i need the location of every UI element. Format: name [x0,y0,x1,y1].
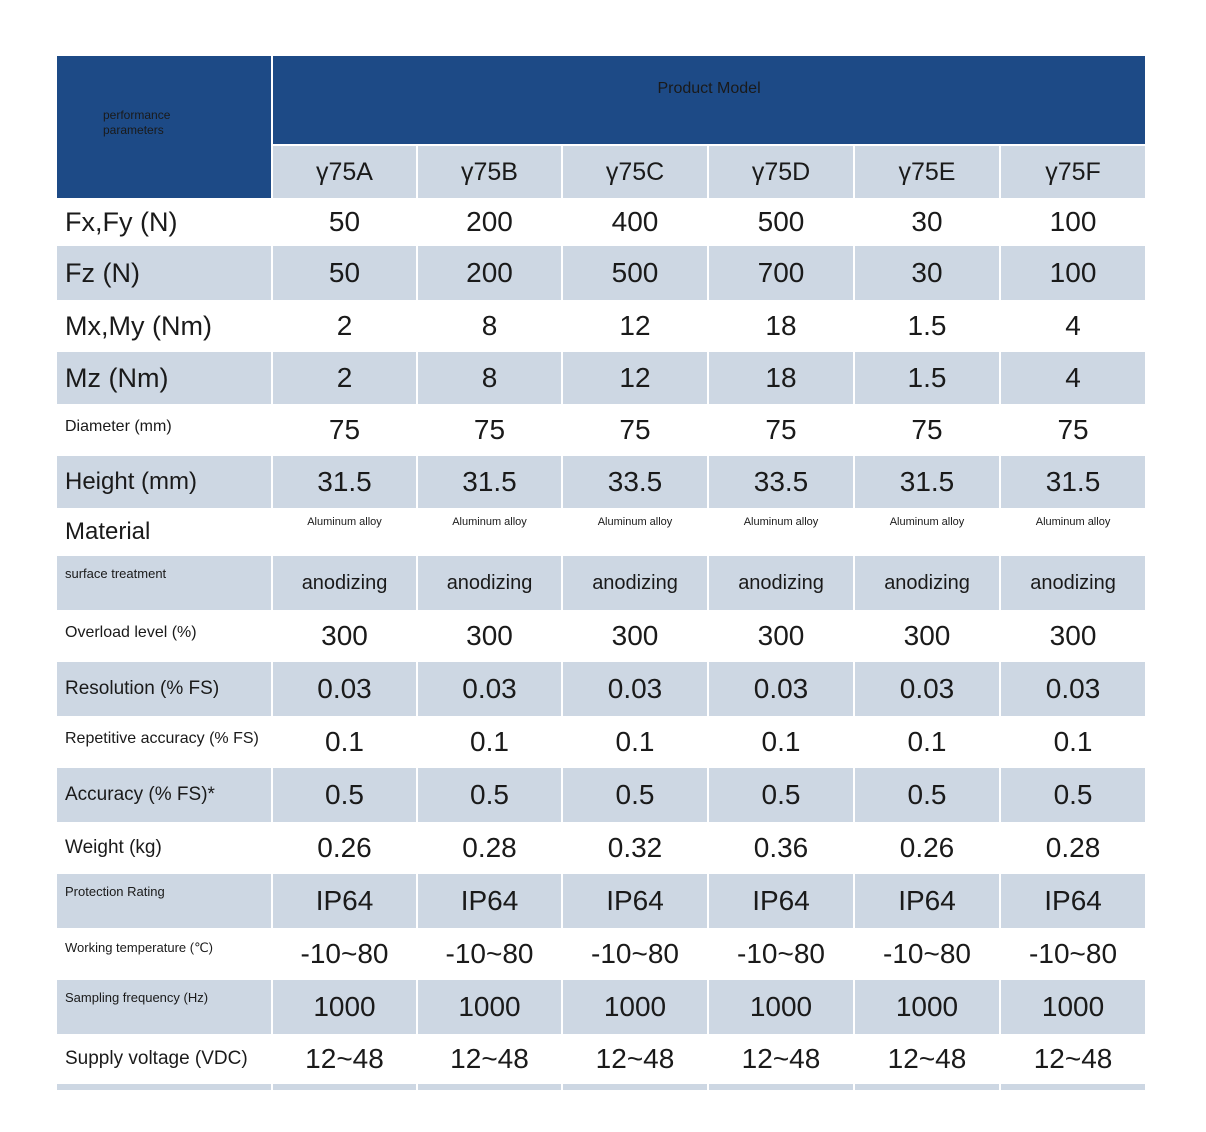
row-label: Mx,My (Nm) [57,302,273,352]
spec-value: 0.03 [709,662,855,718]
spec-value: 12~48 [418,1036,563,1084]
spec-value: 1.5 [855,302,1001,352]
spec-row [57,200,1147,246]
spec-value: 0.1 [709,718,855,768]
spec-value: 200 [418,200,563,246]
spec-value: IP64 [418,874,563,930]
spec-value: -10~80 [855,930,1001,980]
spec-value: anodizing [709,556,855,612]
spec-value: 12 [563,352,709,406]
spec-value: 33.5 [563,456,709,510]
spec-value: 0.28 [418,824,563,874]
spec-value: 33.5 [709,456,855,510]
spec-row [57,930,1147,980]
spec-value: IP64 [563,874,709,930]
spec-value: 2 [273,352,418,406]
bottom-band-cell [57,1084,273,1092]
spec-value: 31.5 [855,456,1001,510]
spec-value: 8 [418,302,563,352]
spec-value: 100 [1001,200,1147,246]
spec-value: 0.03 [1001,662,1147,718]
spec-value: 0.03 [418,662,563,718]
spec-value: 0.1 [563,718,709,768]
spec-value: 300 [418,612,563,662]
spec-row [57,980,1147,1036]
spec-value: Aluminum alloy [418,510,563,556]
row-label: Working temperature (℃) [57,930,273,980]
spec-value: 300 [855,612,1001,662]
spec-value: 12~48 [855,1036,1001,1084]
spec-row [57,718,1147,768]
spec-value: IP64 [273,874,418,930]
spec-table [57,56,1147,1092]
spec-value: 8 [418,352,563,406]
spec-value: -10~80 [709,930,855,980]
spec-value: 100 [1001,246,1147,302]
spec-value: IP64 [1001,874,1147,930]
spec-value: 500 [563,246,709,302]
spec-value: 18 [709,302,855,352]
spec-value: 4 [1001,302,1147,352]
spec-value: -10~80 [1001,930,1147,980]
spec-value: 2 [273,302,418,352]
spec-value: 1000 [273,980,418,1036]
spec-value: 0.1 [1001,718,1147,768]
product-model-header: Product Model [273,56,1147,146]
spec-value: 0.03 [855,662,1001,718]
spec-value: 0.36 [709,824,855,874]
spec-value: 75 [273,406,418,456]
spec-row [57,302,1147,352]
spec-row [57,874,1147,930]
spec-value: IP64 [709,874,855,930]
spec-value: 75 [709,406,855,456]
spec-value: 300 [273,612,418,662]
spec-value: 0.1 [273,718,418,768]
corner-header [57,56,273,200]
spec-value: -10~80 [563,930,709,980]
bottom-band-cell [273,1084,418,1092]
spec-value: IP64 [855,874,1001,930]
spec-value: 12~48 [273,1036,418,1084]
spec-value: Aluminum alloy [709,510,855,556]
spec-value: 0.5 [418,768,563,824]
spec-value: anodizing [1001,556,1147,612]
spec-value: Aluminum alloy [273,510,418,556]
model-name: γ75D [709,146,855,200]
spec-value: 4 [1001,352,1147,406]
row-label: Repetitive accuracy (% FS) [57,718,273,768]
row-label: Accuracy (% FS)* [57,768,273,824]
spec-value: 0.26 [855,824,1001,874]
spec-value: 75 [1001,406,1147,456]
row-label: surface treatment [57,556,273,612]
bottom-band-cell [709,1084,855,1092]
spec-value: 1.5 [855,352,1001,406]
row-label: Supply voltage (VDC) [57,1036,273,1084]
spec-value: 50 [273,246,418,302]
spec-body [57,200,1147,1092]
spec-value: 0.26 [273,824,418,874]
spec-row [57,824,1147,874]
spec-row [57,406,1147,456]
spec-value: 0.03 [273,662,418,718]
spec-value: anodizing [418,556,563,612]
spec-value: 0.5 [855,768,1001,824]
spec-value: 0.1 [855,718,1001,768]
spec-value: 1000 [418,980,563,1036]
bottom-band-cell [418,1084,563,1092]
spec-value: 1000 [709,980,855,1036]
row-label: Sampling frequency (Hz) [57,980,273,1036]
spec-row [57,352,1147,406]
spec-value: 300 [563,612,709,662]
row-label: Height (mm) [57,456,273,510]
row-label: Fz (N) [57,246,273,302]
row-label: Resolution (% FS) [57,662,273,718]
spec-value: -10~80 [418,930,563,980]
spec-row [57,510,1147,556]
spec-row [57,556,1147,612]
spec-row [57,768,1147,824]
spec-value: 12~48 [563,1036,709,1084]
bottom-band-cell [1001,1084,1147,1092]
spec-value: 75 [855,406,1001,456]
spec-value: 0.5 [273,768,418,824]
spec-row [57,1036,1147,1084]
spec-value: anodizing [855,556,1001,612]
spec-value: 31.5 [418,456,563,510]
spec-value: 18 [709,352,855,406]
spec-value: 1000 [563,980,709,1036]
row-label: Diameter (mm) [57,406,273,456]
spec-value: 400 [563,200,709,246]
spec-value: 12~48 [709,1036,855,1084]
model-name: γ75E [855,146,1001,200]
spec-value: anodizing [273,556,418,612]
spec-value: 12~48 [1001,1036,1147,1084]
spec-value: Aluminum alloy [1001,510,1147,556]
spec-row [57,662,1147,718]
spec-value: 75 [563,406,709,456]
spec-value: Aluminum alloy [563,510,709,556]
row-label: Mz (Nm) [57,352,273,406]
spec-value: 700 [709,246,855,302]
spec-value: 300 [1001,612,1147,662]
spec-value: 12 [563,302,709,352]
spec-value: 31.5 [1001,456,1147,510]
corner-label: performance parameters [103,108,171,137]
spec-value: 0.5 [709,768,855,824]
spec-row [57,612,1147,662]
model-name: γ75F [1001,146,1147,200]
spec-value: -10~80 [273,930,418,980]
row-label: Protection Rating [57,874,273,930]
spec-value: 50 [273,200,418,246]
bottom-band-cell [563,1084,709,1092]
bottom-band-cell [855,1084,1001,1092]
spec-value: 31.5 [273,456,418,510]
row-label: Fx,Fy (N) [57,200,273,246]
spec-value: 1000 [855,980,1001,1036]
spec-value: 30 [855,200,1001,246]
spec-value: 200 [418,246,563,302]
spec-value: 0.28 [1001,824,1147,874]
spec-value: 1000 [1001,980,1147,1036]
spec-row [57,246,1147,302]
spec-value: 30 [855,246,1001,302]
spec-value: 0.5 [563,768,709,824]
spec-value: 0.1 [418,718,563,768]
spec-value: 500 [709,200,855,246]
spec-value: 75 [418,406,563,456]
spec-value: 0.5 [1001,768,1147,824]
row-label: Material [57,510,273,556]
spec-value: Aluminum alloy [855,510,1001,556]
model-name: γ75A [273,146,418,200]
spec-value: 0.03 [563,662,709,718]
spec-value: 300 [709,612,855,662]
row-label: Overload level (%) [57,612,273,662]
table-bottom-band [57,1084,1147,1092]
model-name: γ75B [418,146,563,200]
spec-value: 0.32 [563,824,709,874]
model-name: γ75C [563,146,709,200]
spec-row [57,456,1147,510]
row-label: Weight (kg) [57,824,273,874]
spec-value: anodizing [563,556,709,612]
